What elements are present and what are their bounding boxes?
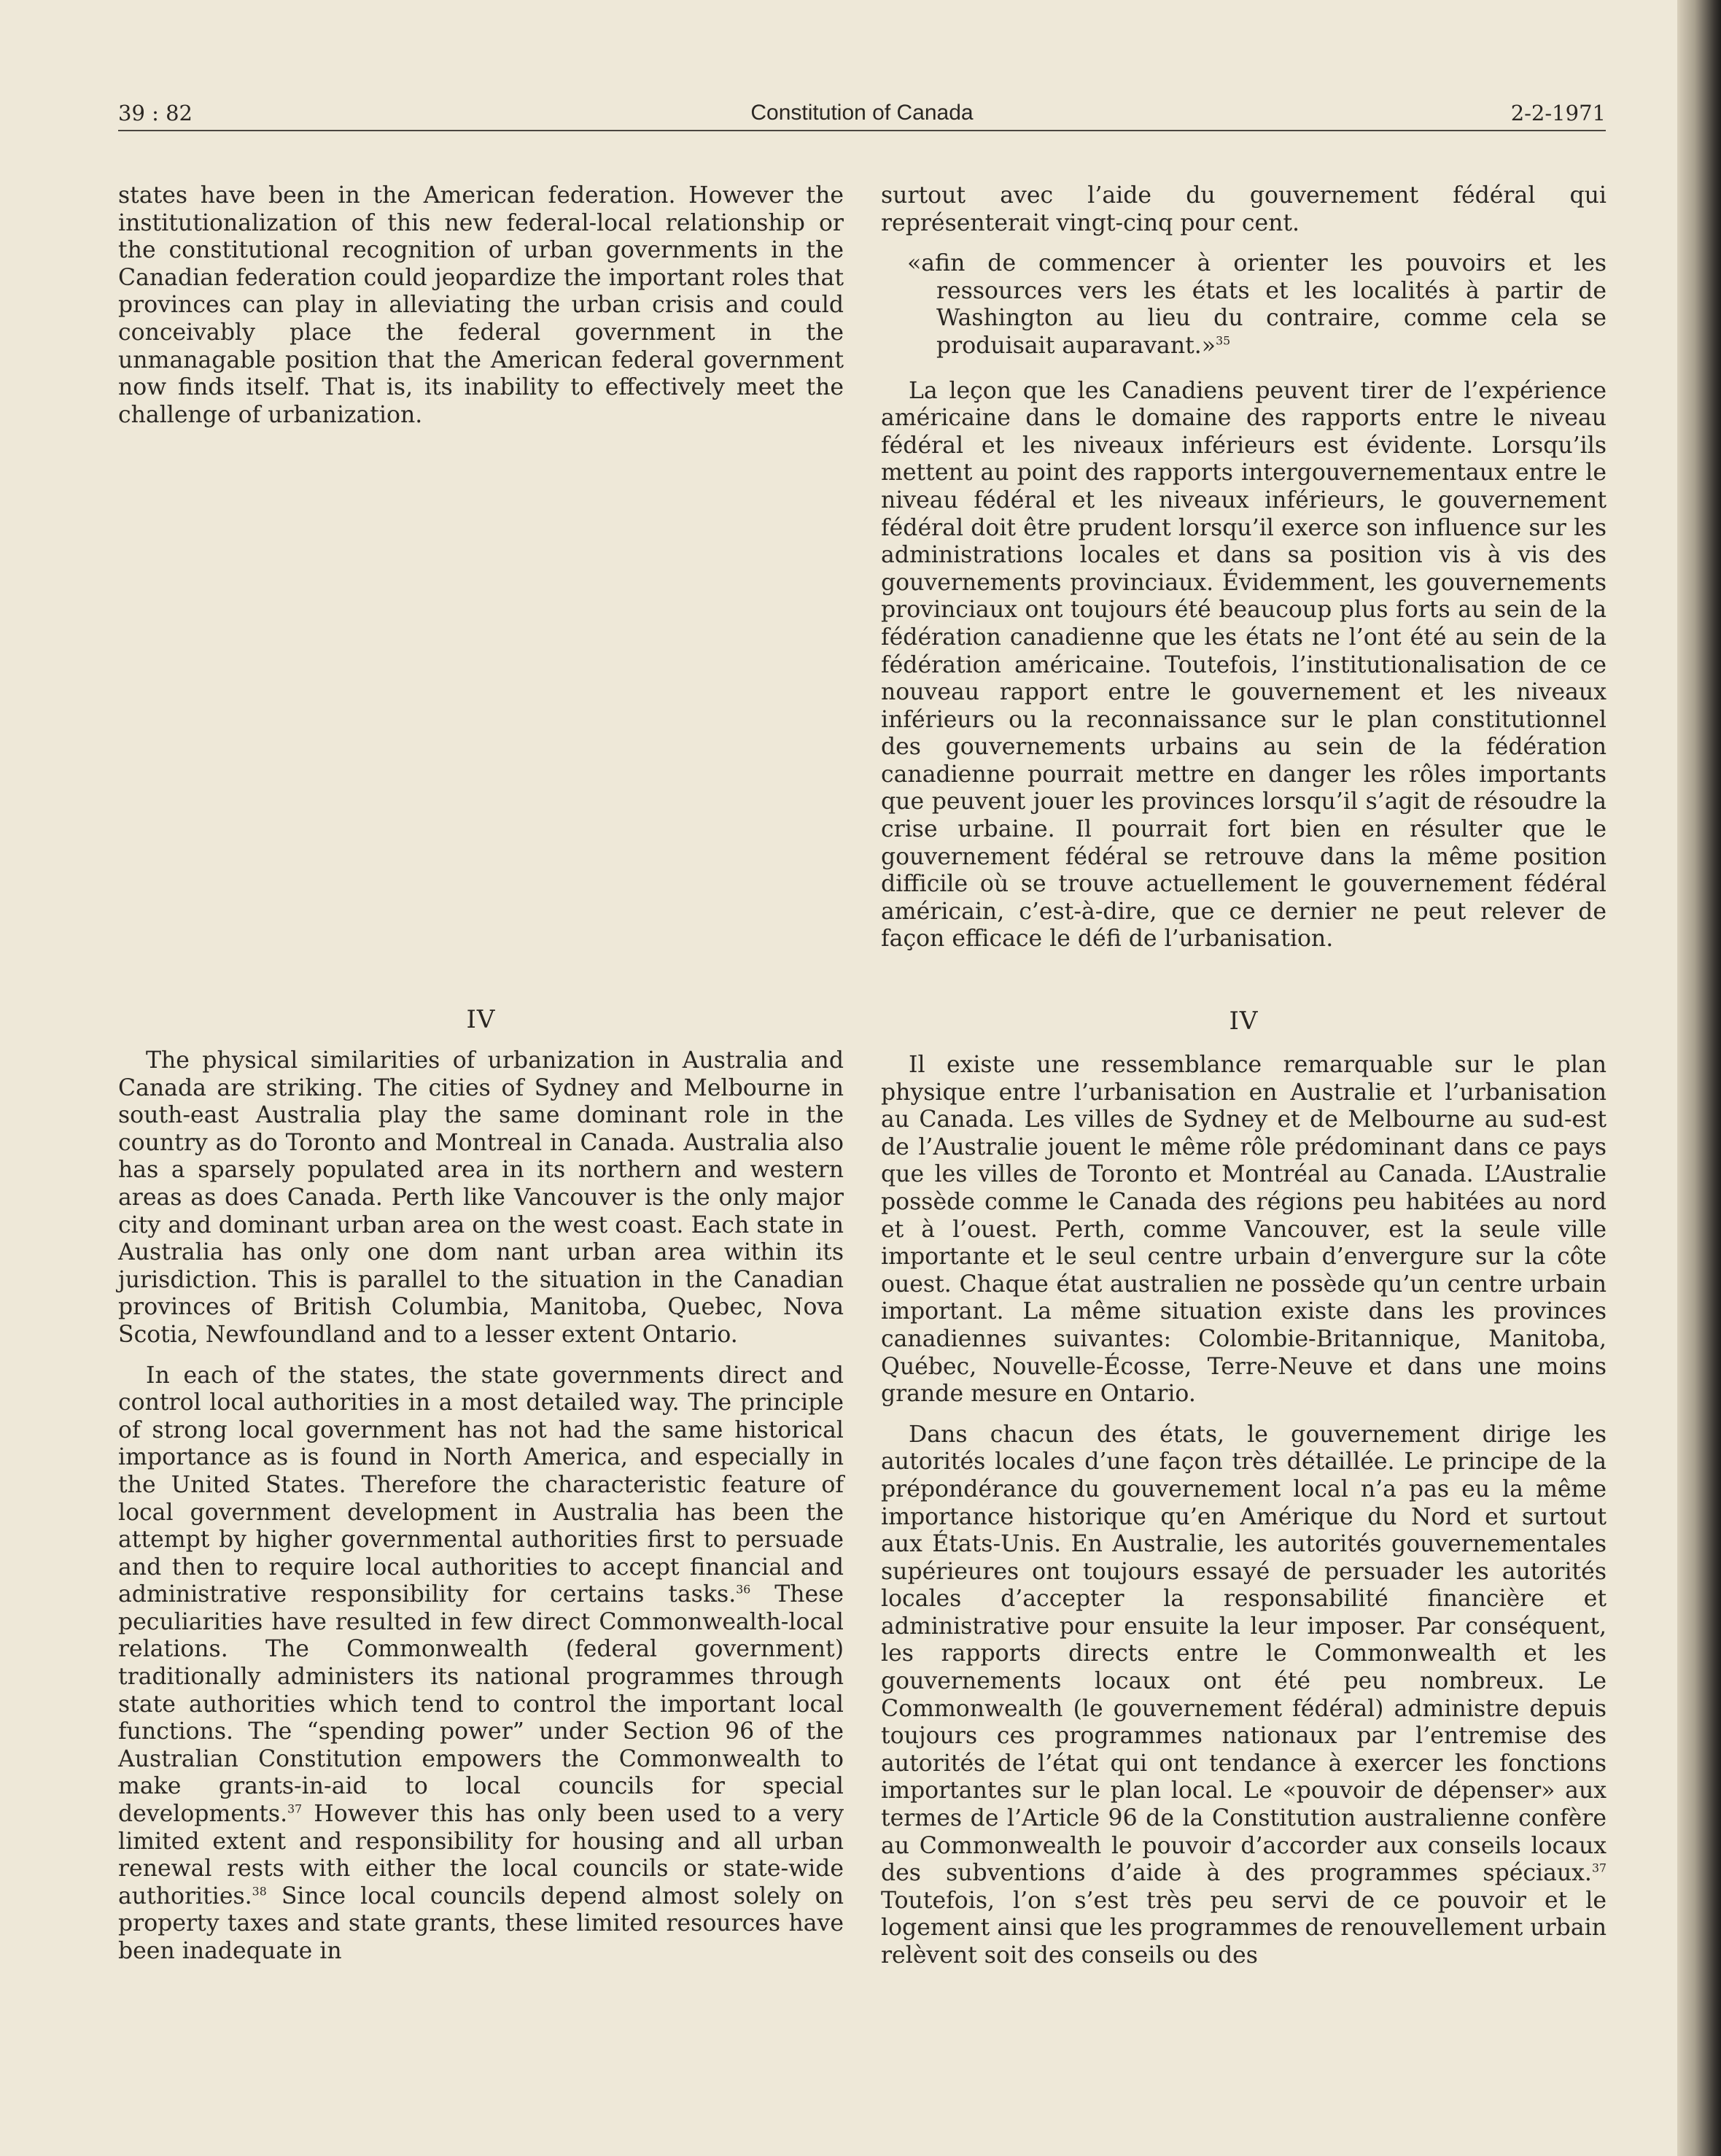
french-quote — [881, 250, 1607, 360]
french-paragraph-2 — [881, 1422, 1607, 1970]
footnote-ref-38: 38 — [252, 1884, 267, 1899]
footnote-ref-36: 36 — [736, 1582, 751, 1597]
book-binding-edge — [1677, 0, 1721, 2156]
english-paragraph-2-part-c: However this has only been used to a very limited extent and responsibility for housing and all urban renewal rests with either the local councils or state-wide authorities. — [118, 1801, 844, 1909]
english-section-heading: IV — [466, 1005, 496, 1034]
footnote-ref-37-fr: 37 — [1591, 1861, 1607, 1875]
header-date: 2-2-1971 — [1510, 101, 1606, 125]
english-paragraph-2-part-b: These peculiarities have resulted in few direct Commonwealth-local relations. The Commonwealth (federal government) traditionally administers its national programmes through state authorities which tend to control the important local functions. The “spending power” under Section 96 of the Australian Constitution empowers the Commonwealth to make grants-in-aid to local councils for special developments. — [118, 1581, 844, 1828]
english-intro-paragraph: states have been in the American federation. However the institutionalization of this new federal-local relationship or the constitutional recognition of urban governments in the Canadian federation could jeopardize the important roles that provinces can play in alleviating the urban crisis and could conceivably place the federal government in the unmanagable position that the American federal government now finds itself. That is, its inability to effectively meet the challenge of urbanization. — [118, 182, 844, 428]
page-number: 39 : 82 — [118, 101, 193, 125]
english-column — [118, 182, 844, 442]
english-column-section-iv — [118, 1047, 844, 1979]
footnote-ref-37: 37 — [287, 1802, 303, 1816]
english-paragraph-1: The physical similarities of urbanization in Australia and Canada are striking. The cities of Sydney and Melbourne in south-east Australia play the same dominant role in the country as do Toronto and Montreal in Canada. Australia also has a sparsely populated area in its northern and western areas as does Canada. Perth like Vancouver is the only major city and dominant urban area on the west coast. Each state in Australia has only one dom nant urban area within its jurisdiction. This is parallel to the situation in the Canadian provinces of British Columbia, Manitoba, Quebec, Nova Scotia, Newfoundland and to a lesser extent Ontario. — [118, 1047, 844, 1348]
english-paragraph-2-part-d: Since local councils depend almost solely on property taxes and state grants, these limited resources have been inadequate in — [118, 1882, 844, 1964]
french-paragraph-lecon: La leçon que les Canadiens peuvent tirer de l’expérience américaine dans le domaine des rapports entre le niveau fédéral et les niveaux inférieurs est évidente. Lorsqu’ils mettent au point des rapports intergouvernementaux entre le niveau fédéral et les niveaux inférieurs, le gouvernement fédéral doit être prudent lorsqu’il exerce son influence sur les administrations locales et dans sa position vis à vis des gouvernements provinciaux. Évidemment, les gouvernements provinciaux ont toujours été beaucoup plus forts au sein de la fédération canadienne que les états ne l’ont été au sein de la fédération américaine. Toutefois, l’institutionalisation de ce nouveau rapport entre le gouvernement et les niveaux inférieurs ou la reconnaissance sur le plan constitutionnel des gouvernements urbains au sein de la fédération canadienne pourrait mettre en danger les rôles importants que peuvent jouer les provinces lorsqu’il s’agit de résoudre la crise urbaine. Il pourrait fort bien en résulter que le gouvernement fédéral se retrouve dans la même position difficile où se trouve actuellement le gouvernement fédéral américain, c’est-à-dire, que ce dernier ne peut relever de façon efficace le défi de l’urbanisation. — [881, 377, 1607, 953]
french-paragraph-2-part-a: Dans chacun des états, le gouvernement dirige les autorités locales d’une façon très détaillée. Le principe de la prépondérance du gouvernement local n’a pas eu la même importance historique qu’en Amérique du Nord et surtout aux États-Unis. En Australie, les autorités gouvernementales supérieures ont toujours essayé de persuader les autorités locales d’accepter la responsabilité financière et administrative pour ensuite la leur imposer. Par conséquent, les rapports directs entre le Commonwealth et les gouvernements locaux ont été peu nombreux. Le Commonwealth (le gouvernement fédéral) administre depuis toujours ces programmes nationaux par l’entremise des autorités de l’état qui ont tendance à exercer les fonctions importantes sur le plan local. Le «pouvoir de dépenser» aux termes de l’Article 96 de la Constitution australienne confère au Commonwealth le pouvoir d’accorder aux conseils locaux des subventions d’aide à des programmes spéciaux. — [881, 1421, 1607, 1887]
english-paragraph-2-part-a: In each of the states, the state governments direct and control local authorities in a most detailed way. The principle of strong local government has not had the same historical importance as is found in North America, and especially in the United States. Therefore the characteristic feature of local government development in Australia has been the attempt by higher governmental authorities first to persuade and then to require local authorities to accept financial and administrative responsibility for certains tasks. — [118, 1362, 844, 1608]
french-column — [881, 182, 1607, 966]
french-column-section-iv — [881, 1052, 1607, 1983]
french-paragraph-2-part-b: Toutefois, l’on s’est très peu servi de ce pouvoir et le logement ainsi que les programmes de renouvellement urbain relèvent soit des conseils ou des — [881, 1887, 1607, 1969]
french-section-heading: IV — [1229, 1007, 1259, 1036]
running-title: Constitution of Canada — [750, 101, 974, 125]
english-paragraph-2 — [118, 1362, 844, 1966]
french-quote-text: «afin de commencer à orienter les pouvoirs et les ressources vers les états et les localités à partir de Washington au lieu du contraire, comme cela se produisait auparavant.» — [907, 250, 1607, 359]
footnote-ref-35: 35 — [1216, 333, 1231, 348]
page-header — [118, 96, 1606, 131]
french-paragraph-1: Il existe une ressemblance remarquable sur le plan physique entre l’urbanisation en Australie et l’urbanisation au Canada. Les villes de Sydney et de Melbourne au sud-est de l’Australie jouent le même rôle prédominant dans ce pays que les villes de Toronto et Montréal au Canada. L’Australie possède comme le Canada des régions peu habitées au nord et à l’ouest. Perth, comme Vancouver, est la seule ville importante et le seul centre urbain d’envergure sur la côte ouest. Chaque état australien ne possède qu’un centre urbain important. La même situation existe dans les provinces canadiennes suivantes: Colombie-Britannique, Manitoba, Québec, Nouvelle-Écosse, Terre-Neuve et dans une moins grande mesure en Ontario. — [881, 1052, 1607, 1408]
french-intro-line: surtout avec l’aide du gouvernement fédéral qui représenterait vingt-cinq pour cent. — [881, 182, 1607, 236]
